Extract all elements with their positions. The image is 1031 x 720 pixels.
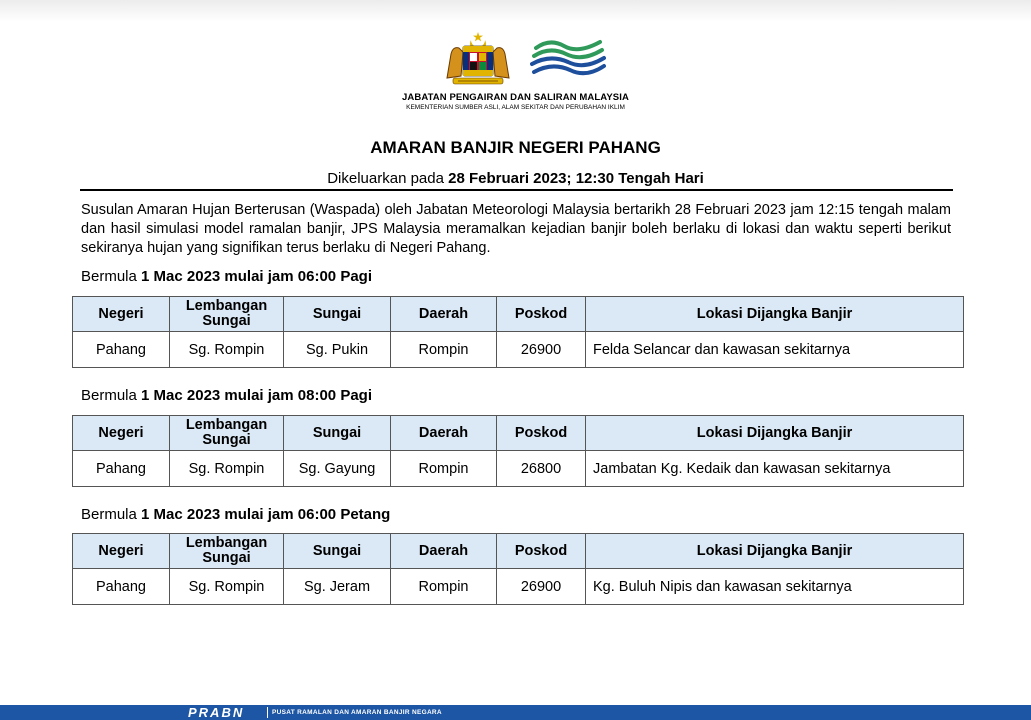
header-sungai: Sungai <box>284 416 391 451</box>
header-daerah: Daerah <box>391 297 497 332</box>
header-sungai: Sungai <box>284 297 391 332</box>
cell-lembangan: Sg. Rompin <box>170 451 284 487</box>
header-lembangan: Lembangan Sungai <box>170 416 284 451</box>
table-header-row <box>73 416 964 451</box>
header-sungai: Sungai <box>284 534 391 569</box>
footer-bar <box>0 705 1031 720</box>
cell-daerah: Rompin <box>391 569 497 605</box>
table-row <box>73 451 964 487</box>
cell-lokasi: Jambatan Kg. Kedaik dan kawasan sekitarnya <box>586 451 964 487</box>
ministry-name: KEMENTERIAN SUMBER ASLI, ALAM SEKITAR DAN PERUBAHAN IKLIM <box>406 104 625 111</box>
cell-daerah: Rompin <box>391 332 497 368</box>
cell-negeri: Pahang <box>73 451 170 487</box>
warning-start-time: 1 Mac 2023 mulai jam 08:00 Pagi <box>141 387 372 404</box>
flood-table-3 <box>72 533 964 605</box>
warning-prefix: Bermula <box>81 506 137 523</box>
header-logos <box>0 30 1031 86</box>
jps-waves-logo-icon <box>530 36 606 80</box>
header-negeri: Negeri <box>73 297 170 332</box>
coat-of-arms-icon <box>443 30 513 86</box>
header-lembangan: Lembangan Sungai <box>170 534 284 569</box>
cell-lokasi: Felda Selancar dan kawasan sekitarnya <box>586 332 964 368</box>
warning-prefix: Bermula <box>81 387 137 404</box>
warning-start-3 <box>81 506 390 523</box>
cell-lembangan: Sg. Rompin <box>170 569 284 605</box>
header-daerah: Daerah <box>391 534 497 569</box>
cell-poskod: 26900 <box>497 332 586 368</box>
cell-sungai: Sg. Gayung <box>284 451 391 487</box>
warning-start-time: 1 Mac 2023 mulai jam 06:00 Petang <box>141 506 391 523</box>
header-negeri: Negeri <box>73 534 170 569</box>
table-row <box>73 569 964 605</box>
header-daerah: Daerah <box>391 416 497 451</box>
cell-lokasi: Kg. Buluh Nipis dan kawasan sekitarnya <box>586 569 964 605</box>
footer-brand: PRABN <box>188 705 245 720</box>
cell-poskod: 26900 <box>497 569 586 605</box>
header-lokasi: Lokasi Dijangka Banjir <box>586 297 964 332</box>
cell-daerah: Rompin <box>391 451 497 487</box>
flood-table-1 <box>72 296 964 368</box>
title-divider <box>80 189 953 191</box>
issued-line <box>0 170 1031 187</box>
agency-name: JABATAN PENGAIRAN DAN SALIRAN MALAYSIA <box>402 92 629 103</box>
document-title: AMARAN BANJIR NEGERI PAHANG <box>370 138 661 157</box>
table-row <box>73 332 964 368</box>
flood-table-2 <box>72 415 964 487</box>
header-lembangan: Lembangan Sungai <box>170 297 284 332</box>
cell-sungai: Sg. Jeram <box>284 569 391 605</box>
warning-prefix: Bermula <box>81 268 137 285</box>
header-lokasi: Lokasi Dijangka Banjir <box>586 534 964 569</box>
table-header-row <box>73 297 964 332</box>
header-poskod: Poskod <box>497 416 586 451</box>
footer-separator <box>267 707 268 718</box>
cell-negeri: Pahang <box>73 569 170 605</box>
warning-start-time: 1 Mac 2023 mulai jam 06:00 Pagi <box>141 268 372 285</box>
issued-prefix: Dikeluarkan pada <box>327 170 444 187</box>
top-shadow <box>0 0 1031 22</box>
cell-negeri: Pahang <box>73 332 170 368</box>
header-lokasi: Lokasi Dijangka Banjir <box>586 416 964 451</box>
cell-sungai: Sg. Pukin <box>284 332 391 368</box>
cell-poskod: 26800 <box>497 451 586 487</box>
warning-paragraph: Susulan Amaran Hujan Berterusan (Waspada) oleh Jabatan Meteorologi Malaysia bertarikh 28 Februari 2023 jam 12:15 tengah malam dan hasil simulasi model ramalan banjir, JPS Malaysia meramalkan kejadian banjir boleh berlaku di lokasi dan waktu seperti berikut sekiranya hujan yang signifikan terus berlaku di Negeri Pahang. <box>81 202 951 256</box>
cell-lembangan: Sg. Rompin <box>170 332 284 368</box>
header-poskod: Poskod <box>497 534 586 569</box>
header-poskod: Poskod <box>497 297 586 332</box>
issued-datetime: 28 Februari 2023; 12:30 Tengah Hari <box>448 170 704 187</box>
table-header-row <box>73 534 964 569</box>
warning-start-2 <box>81 387 372 404</box>
footer-fullname: PUSAT RAMALAN DAN AMARAN BANJIR NEGARA <box>272 709 442 716</box>
warning-start-1 <box>81 268 372 285</box>
header-negeri: Negeri <box>73 416 170 451</box>
